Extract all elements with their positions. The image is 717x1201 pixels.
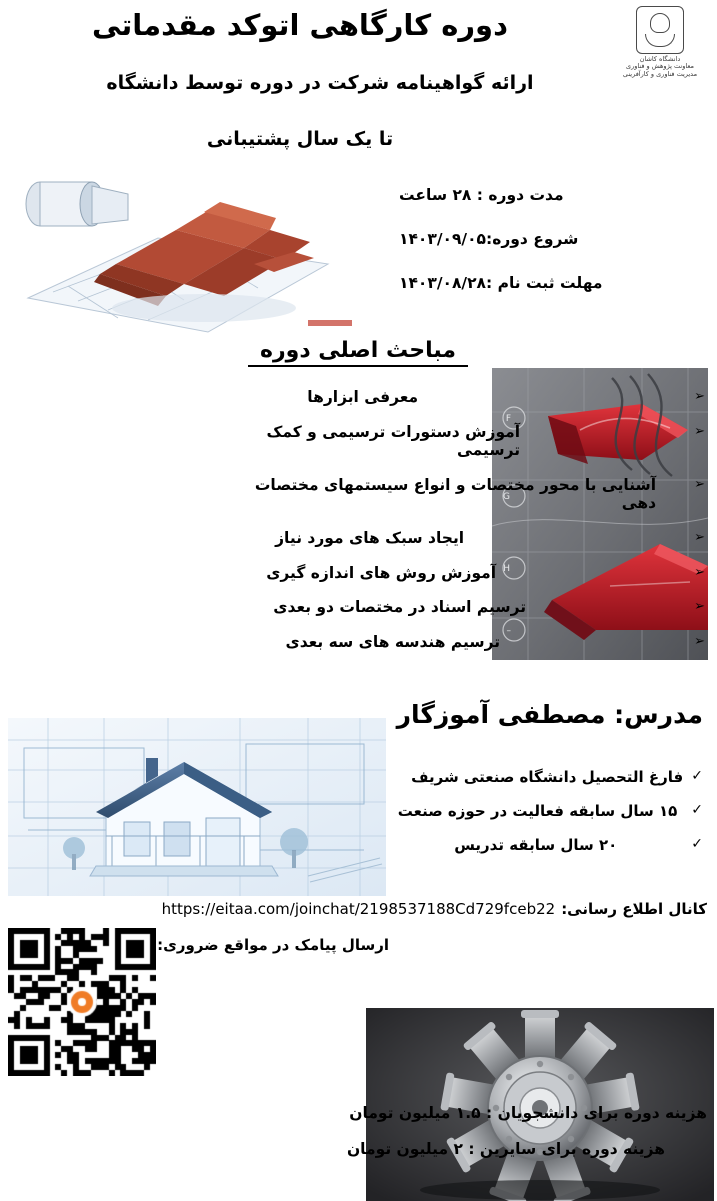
list-bullet-icon: ➢ bbox=[694, 423, 705, 439]
heading-underline bbox=[248, 365, 468, 367]
instructor-title: مدرس: مصطفی آموزگار bbox=[396, 700, 703, 729]
list-bullet-icon: ➢ bbox=[694, 599, 705, 615]
contact-sms-label: ارسال پیامک در مواقع ضروری: bbox=[157, 936, 389, 954]
topic-item bbox=[225, 476, 705, 513]
course-info-block bbox=[379, 186, 699, 318]
roof-render-image bbox=[8, 168, 360, 340]
house-blueprint-image bbox=[8, 718, 386, 896]
svg-text:G: G bbox=[503, 492, 510, 502]
instructor-credential-label: فارغ التحصیل دانشگاه صنعتی شریف bbox=[411, 768, 684, 786]
logo-line-2: معاونت پژوهش و فناوری bbox=[626, 62, 694, 71]
topic-label: ترسیم هندسه های سه بعدی bbox=[285, 632, 501, 651]
svg-text:H: H bbox=[503, 564, 510, 574]
page-subtitle-certificate: ارائه گواهینامه شرکت در دوره توسط دانشگاه bbox=[106, 72, 534, 94]
topic-label: ترسیم اسناد در مختصات دو بعدی bbox=[273, 598, 527, 617]
course-start-date: شروع دوره:۱۴۰۳/۰۹/۰۵ bbox=[399, 230, 579, 248]
check-icon: ✓ bbox=[691, 836, 703, 852]
list-bullet-icon: ➢ bbox=[694, 389, 705, 404]
instructor-credentials-list bbox=[383, 768, 703, 870]
university-emblem-icon bbox=[636, 6, 684, 54]
logo-line-3: مدیریت فناوری و کارآفرینی bbox=[622, 69, 698, 78]
topic-label: ایجاد سبک های مورد نیاز bbox=[275, 528, 465, 547]
topic-item bbox=[225, 633, 705, 652]
instructor-credential-item bbox=[383, 836, 703, 854]
topic-item bbox=[225, 564, 705, 583]
topic-label: آموزش دستورات ترسیمی و کمک ترسیمی bbox=[266, 422, 521, 460]
page-subtitle-support: تا یک سال پشتیبانی bbox=[206, 128, 394, 150]
main-topics-heading bbox=[248, 338, 468, 367]
check-icon: ✓ bbox=[691, 802, 703, 818]
list-bullet-icon: ➢ bbox=[694, 529, 705, 545]
qr-code-canvas bbox=[8, 928, 156, 1076]
topic-item bbox=[225, 423, 705, 460]
contact-channel-row bbox=[7, 900, 707, 918]
contact-channel-link[interactable]: https://eitaa.com/joinchat/2198537188Cd729fceb22 bbox=[161, 900, 556, 918]
topic-item bbox=[225, 529, 705, 548]
pricing-block bbox=[7, 1104, 707, 1176]
instructor-credential-label: ۱۵ سال سابقه فعالیت در حوزه صنعت bbox=[397, 802, 678, 820]
list-bullet-icon: ➢ bbox=[694, 564, 705, 580]
topic-label: آشنایی با محور مختصات و انواع سیستمهای مختصات دهی bbox=[254, 475, 657, 513]
topic-label: آموزش روش های اندازه گیری bbox=[266, 563, 497, 582]
topic-item bbox=[225, 598, 705, 617]
instructor-credential-label: ۲۰ سال سابقه تدریس bbox=[454, 836, 618, 854]
course-duration: مدت دوره : ۲۸ ساعت bbox=[399, 186, 564, 204]
check-icon: ✓ bbox=[691, 768, 703, 784]
instructor-credential-item bbox=[383, 768, 703, 786]
list-bullet-icon: ➢ bbox=[694, 476, 705, 492]
main-topics-list bbox=[225, 388, 705, 667]
qr-code[interactable] bbox=[8, 928, 156, 1076]
instructor-credential-item bbox=[383, 802, 703, 820]
main-topics-heading-text: مباحث اصلی دوره bbox=[260, 338, 456, 363]
topic-item bbox=[225, 388, 705, 407]
logo-line-1: دانشگاه کاشان bbox=[639, 55, 681, 63]
svg-text:F: F bbox=[505, 414, 511, 424]
topic-label: معرفی ابزارها bbox=[307, 388, 419, 406]
page-title: دوره کارگاهی اتوکد مقدماتی bbox=[92, 8, 508, 42]
contact-channel-label: کانال اطلاع رسانی: bbox=[561, 900, 707, 918]
list-bullet-icon: ➢ bbox=[694, 633, 705, 649]
svg-text:–: – bbox=[506, 626, 511, 636]
price-students: هزینه دوره برای دانشجویان : ۱.۵ میلیون تومان bbox=[349, 1104, 707, 1122]
course-registration-deadline: مهلت ثبت نام :۱۴۰۳/۰۸/۲۸ bbox=[399, 274, 603, 292]
price-others: هزینه دوره برای سایرین : ۲ میلیون تومان bbox=[346, 1140, 665, 1158]
